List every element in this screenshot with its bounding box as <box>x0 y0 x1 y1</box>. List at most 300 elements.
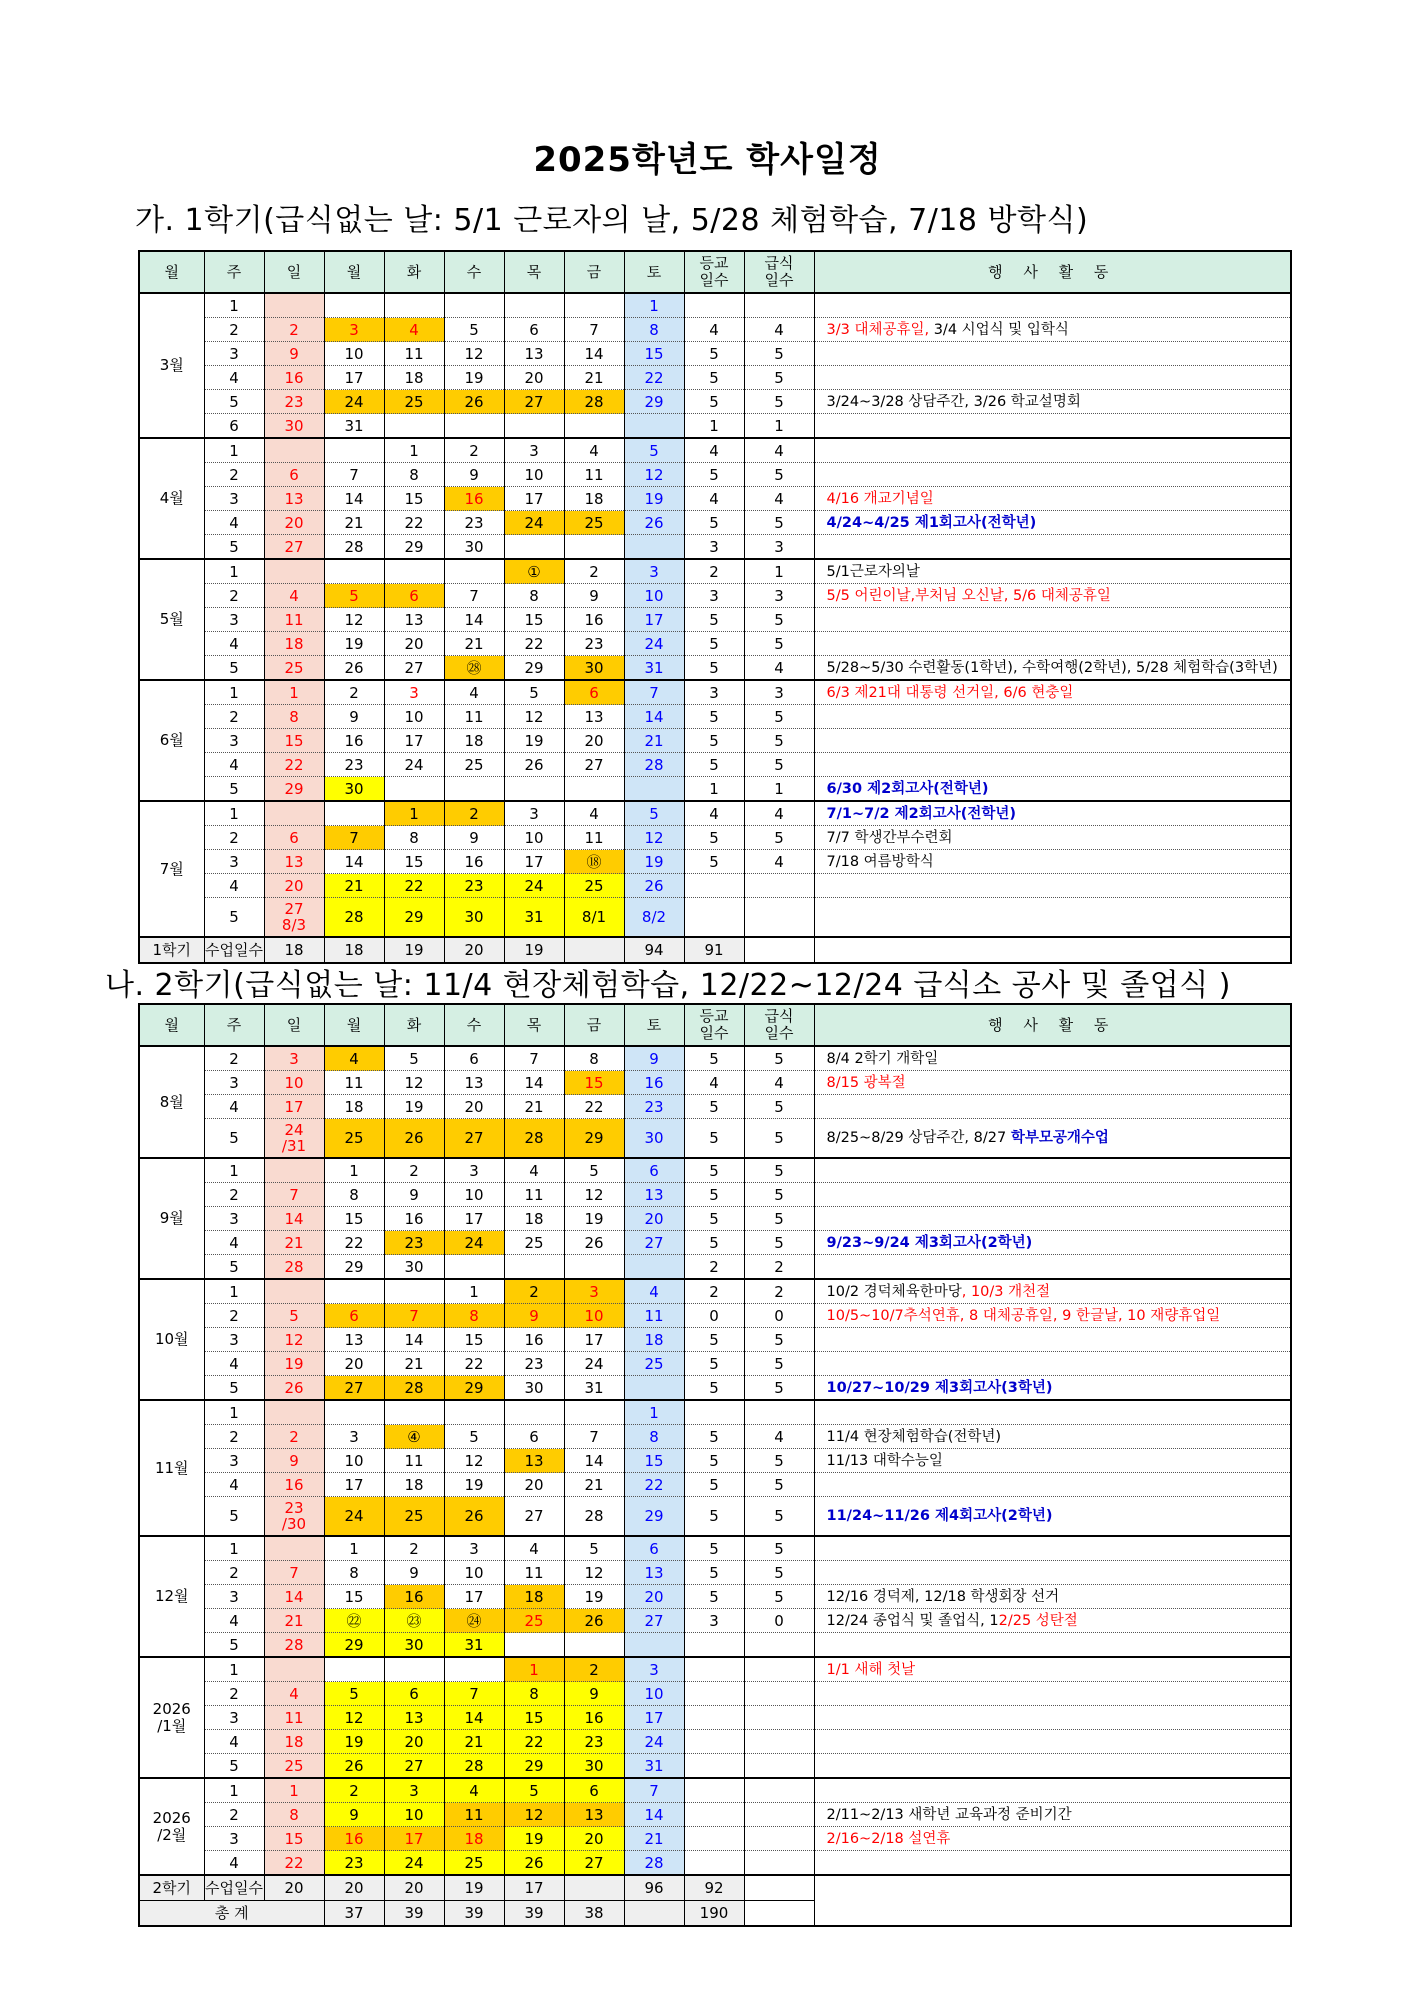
week-number: 2 <box>204 705 264 729</box>
week-row <box>139 342 1291 366</box>
summary-value: 17 <box>504 1875 564 1901</box>
day-cell: 5 <box>324 1682 384 1706</box>
school-days-count <box>684 1851 744 1876</box>
day-cell: 17 <box>624 608 684 632</box>
day-cell: 11 <box>384 1449 444 1473</box>
school-days-count: 5 <box>684 656 744 681</box>
meal-days-count: 5 <box>744 1158 814 1183</box>
day-cell: 8 <box>444 1304 504 1328</box>
day-cell: 3 <box>384 1778 444 1803</box>
event-text <box>814 1561 1291 1585</box>
week-row <box>139 1706 1291 1730</box>
day-cell: ㉘ <box>444 656 504 681</box>
day-cell: 19 <box>624 487 684 511</box>
day-cell: 15 <box>384 487 444 511</box>
summary-value: 20 <box>384 1875 444 1901</box>
day-cell <box>444 293 504 318</box>
week-row <box>139 1304 1291 1328</box>
day-cell: 11 <box>444 705 504 729</box>
day-cell <box>264 1279 324 1304</box>
day-cell: 6 <box>264 826 324 850</box>
day-cell: 7 <box>264 1561 324 1585</box>
day-cell: 29 <box>444 1376 504 1401</box>
day-cell: 7 <box>444 584 504 608</box>
school-days-count: 5 <box>684 826 744 850</box>
meal-days-count <box>744 1827 814 1851</box>
day-cell: 14 <box>264 1585 324 1609</box>
week-number: 3 <box>204 487 264 511</box>
day-cell: 21 <box>324 511 384 535</box>
day-cell: 30 <box>564 1754 624 1779</box>
day-cell <box>564 1400 624 1425</box>
week-row <box>139 1803 1291 1827</box>
day-cell <box>624 777 684 802</box>
day-cell: 31 <box>324 414 384 439</box>
school-days-count <box>684 1706 744 1730</box>
week-row <box>139 390 1291 414</box>
day-header: 월 <box>324 251 384 293</box>
week-row <box>139 463 1291 487</box>
day-cell: 30 <box>624 1119 684 1159</box>
day-cell: 23 <box>384 1231 444 1255</box>
day-cell: 13 <box>624 1561 684 1585</box>
meal-days-count: 1 <box>744 559 814 584</box>
day-cell <box>444 1400 504 1425</box>
day-cell: 18 <box>444 1827 504 1851</box>
day-cell: 22 <box>324 1231 384 1255</box>
day-cell: 15 <box>384 850 444 874</box>
semester-label: 2학기 <box>139 1875 204 1901</box>
day-cell: 17 <box>384 729 444 753</box>
week-row <box>139 874 1291 898</box>
week-number: 4 <box>204 511 264 535</box>
day-cell: 7 <box>624 680 684 705</box>
school-days-count <box>684 898 744 938</box>
day-cell: 21 <box>624 729 684 753</box>
day-cell: 9 <box>384 1183 444 1207</box>
event-text: 11/4 현장체험학습(전학년) <box>814 1425 1291 1449</box>
school-days-count <box>684 1754 744 1779</box>
day-header: 금 <box>564 251 624 293</box>
day-cell: 22 <box>384 511 444 535</box>
day-cell: 27 <box>264 535 324 560</box>
day-cell <box>624 1255 684 1280</box>
event-text <box>814 1633 1291 1658</box>
event-text <box>814 1158 1291 1183</box>
meal-days-count: 5 <box>744 1449 814 1473</box>
day-cell: 31 <box>504 898 564 938</box>
day-cell: 25 <box>564 874 624 898</box>
day-cell: 29 <box>504 656 564 681</box>
day-cell: 5 <box>504 1778 564 1803</box>
day-cell: 24 <box>624 1730 684 1754</box>
school-days-count: 5 <box>684 1497 744 1537</box>
day-cell: 25 <box>384 390 444 414</box>
week-number: 2 <box>204 1046 264 1071</box>
total-value: 39 <box>444 1901 504 1927</box>
day-cell: 2 <box>384 1536 444 1561</box>
day-cell: 17 <box>384 1827 444 1851</box>
day-cell: ④ <box>384 1425 444 1449</box>
day-cell: 20 <box>324 1352 384 1376</box>
day-header: 수 <box>444 1004 504 1046</box>
day-header: 수 <box>444 251 504 293</box>
event-text <box>814 1851 1291 1876</box>
day-cell: 1 <box>264 1778 324 1803</box>
school-days-count: 4 <box>684 318 744 342</box>
day-cell: 24 <box>324 1497 384 1537</box>
day-cell: 7 <box>624 1778 684 1803</box>
total-value <box>624 1901 684 1927</box>
day-cell: 29 <box>324 1633 384 1658</box>
meal-days-count: 5 <box>744 1473 814 1497</box>
day-cell <box>384 414 444 439</box>
day-cell: 27 8/3 <box>264 898 324 938</box>
day-cell: 18 <box>624 1328 684 1352</box>
week-number: 3 <box>204 729 264 753</box>
school-days-count <box>684 1400 744 1425</box>
event-text: 3/3 대체공휴일, 3/4 시업식 및 입학식 <box>814 318 1291 342</box>
day-cell: 16 <box>444 487 504 511</box>
day-cell: 2 <box>324 680 384 705</box>
day-cell: 11 <box>504 1561 564 1585</box>
meal-days-count <box>744 1633 814 1658</box>
school-days-count: 4 <box>684 438 744 463</box>
day-cell: 15 <box>264 729 324 753</box>
week-row <box>139 1585 1291 1609</box>
day-cell: 22 <box>504 1730 564 1754</box>
day-cell: 29 <box>624 1497 684 1537</box>
day-cell: 30 <box>324 777 384 802</box>
day-cell: 10 <box>324 1449 384 1473</box>
meal-days-count: 4 <box>744 1425 814 1449</box>
day-cell: 13 <box>504 342 564 366</box>
day-cell: 20 <box>564 729 624 753</box>
day-cell <box>564 414 624 439</box>
day-cell: 16 <box>444 850 504 874</box>
day-cell: 6 <box>264 463 324 487</box>
day-cell: 7 <box>504 1046 564 1071</box>
day-cell: 29 <box>384 535 444 560</box>
day-cell: 23 <box>564 1730 624 1754</box>
week-number: 2 <box>204 1561 264 1585</box>
meal-days-count: 4 <box>744 801 814 826</box>
week-number: 4 <box>204 1231 264 1255</box>
event-text: 11/13 대학수능일 <box>814 1449 1291 1473</box>
day-cell: 3 <box>324 1425 384 1449</box>
day-cell: 7 <box>444 1682 504 1706</box>
summary-value: 18 <box>264 937 324 963</box>
week-row <box>139 1730 1291 1754</box>
day-header: 화 <box>384 251 444 293</box>
week-number: 4 <box>204 753 264 777</box>
day-cell: 9 <box>264 342 324 366</box>
event-text <box>814 366 1291 390</box>
meal-days-count: 5 <box>744 1183 814 1207</box>
day-cell: 8 <box>504 1682 564 1706</box>
day-cell: 30 <box>444 535 504 560</box>
day-cell: 23 <box>444 511 504 535</box>
school-days-count <box>684 874 744 898</box>
day-cell: 28 <box>324 898 384 938</box>
week-number: 5 <box>204 390 264 414</box>
event-text <box>814 1730 1291 1754</box>
week-row <box>139 656 1291 681</box>
month-label: 3월 <box>139 293 204 438</box>
day-cell: 5 <box>444 1425 504 1449</box>
day-cell: 22 <box>624 366 684 390</box>
day-cell: 23 <box>624 1095 684 1119</box>
school-days-count <box>684 293 744 318</box>
events-header: 행 사 활 동 <box>814 1004 1291 1046</box>
day-cell <box>264 1158 324 1183</box>
day-cell: 23 <box>324 1851 384 1876</box>
day-cell: 5 <box>624 438 684 463</box>
school-days-count: 5 <box>684 850 744 874</box>
day-cell: 6 <box>384 584 444 608</box>
week-number: 5 <box>204 1255 264 1280</box>
day-cell: 4 <box>504 1536 564 1561</box>
event-text: 10/2 경덕체육한마당, 10/3 개천절 <box>814 1279 1291 1304</box>
day-cell: 30 <box>504 1376 564 1401</box>
day-cell: 9 <box>264 1449 324 1473</box>
school-days-count: 5 <box>684 729 744 753</box>
week-row <box>139 753 1291 777</box>
day-cell: ㉒ <box>324 1609 384 1633</box>
meal-days-count: 4 <box>744 850 814 874</box>
day-cell: 25 <box>444 1851 504 1876</box>
total-value: 190 <box>684 1901 744 1927</box>
day-cell: 12 <box>324 1706 384 1730</box>
day-cell: 21 <box>504 1095 564 1119</box>
day-cell: 31 <box>444 1633 504 1658</box>
meal-days-count <box>744 898 814 938</box>
event-text <box>814 1682 1291 1706</box>
summary-label: 수업일수 <box>204 937 264 963</box>
day-cell: 16 <box>264 1473 324 1497</box>
event-text <box>814 293 1291 318</box>
meal-days-count: 5 <box>744 1119 814 1159</box>
week-row <box>139 1255 1291 1280</box>
day-cell: 18 <box>504 1207 564 1231</box>
week-number: 3 <box>204 1827 264 1851</box>
week-number: 5 <box>204 777 264 802</box>
event-text: 7/7 학생간부수련회 <box>814 826 1291 850</box>
day-cell: 26 <box>564 1609 624 1633</box>
day-cell: 15 <box>564 1071 624 1095</box>
week-row <box>139 1657 1291 1682</box>
day-cell: 28 <box>504 1119 564 1159</box>
day-cell: 25 <box>264 1754 324 1779</box>
event-text <box>814 1255 1291 1280</box>
week-number: 3 <box>204 850 264 874</box>
day-cell: 25 <box>384 1497 444 1537</box>
day-cell: 8 <box>384 826 444 850</box>
day-cell <box>384 1400 444 1425</box>
day-cell: 10 <box>384 705 444 729</box>
school-days-count: 5 <box>684 753 744 777</box>
day-cell: 13 <box>384 608 444 632</box>
week-number: 3 <box>204 1585 264 1609</box>
day-cell <box>264 801 324 826</box>
day-cell: 18 <box>264 632 324 656</box>
day-header: 토 <box>624 251 684 293</box>
meal-days-count: 2 <box>744 1279 814 1304</box>
total-label: 총 계 <box>139 1901 324 1927</box>
day-cell <box>444 1255 504 1280</box>
meal-days-count: 5 <box>744 342 814 366</box>
day-cell: 26 <box>504 753 564 777</box>
event-text <box>814 608 1291 632</box>
school-days-count: 5 <box>684 390 744 414</box>
school-days-count: 5 <box>684 1561 744 1585</box>
day-cell: 8 <box>624 1425 684 1449</box>
day-cell <box>444 414 504 439</box>
day-cell: 5 <box>264 1304 324 1328</box>
day-cell <box>624 414 684 439</box>
event-text <box>814 463 1291 487</box>
day-cell: 12 <box>384 1071 444 1095</box>
day-cell: 26 <box>264 1376 324 1401</box>
day-cell: 4 <box>264 1682 324 1706</box>
week-row <box>139 293 1291 318</box>
summary-value: 20 <box>264 1875 324 1901</box>
day-cell: 30 <box>444 898 504 938</box>
day-cell: 19 <box>324 1730 384 1754</box>
day-cell: 9 <box>564 1682 624 1706</box>
meal-days-count: 5 <box>744 753 814 777</box>
week-row <box>139 729 1291 753</box>
week-number: 2 <box>204 1803 264 1827</box>
day-cell: 27 <box>624 1231 684 1255</box>
day-cell: 7 <box>324 463 384 487</box>
day-cell: 2 <box>324 1778 384 1803</box>
day-cell: 8/1 <box>564 898 624 938</box>
day-cell: 18 <box>384 366 444 390</box>
day-cell: 5 <box>564 1536 624 1561</box>
school-days-count: 5 <box>684 1158 744 1183</box>
day-cell: ⑱ <box>564 850 624 874</box>
semester2-heading: 나. 2학기(급식없는 날: 11/4 현장체험학습, 12/22~12/24 급식소 공사 및 졸업식 ) <box>105 968 1231 1003</box>
day-cell: 14 <box>384 1328 444 1352</box>
day-cell: 3 <box>444 1158 504 1183</box>
day-cell: 12 <box>444 1449 504 1473</box>
meal-days-count: 5 <box>744 1585 814 1609</box>
week-row <box>139 1827 1291 1851</box>
school-days-count: 5 <box>684 705 744 729</box>
semester2-table <box>138 1003 1292 1927</box>
day-cell: 4 <box>444 680 504 705</box>
day-cell: 7 <box>324 826 384 850</box>
day-cell: 2 <box>564 1657 624 1682</box>
day-cell: 12 <box>624 463 684 487</box>
day-cell: 8 <box>624 318 684 342</box>
week-row <box>139 559 1291 584</box>
day-cell: 7 <box>564 318 624 342</box>
month-label: 2026 /1월 <box>139 1657 204 1778</box>
week-number: 4 <box>204 366 264 390</box>
day-header: 일 <box>264 251 324 293</box>
day-cell: 9 <box>624 1046 684 1071</box>
day-cell: 8 <box>384 463 444 487</box>
day-cell: 14 <box>264 1207 324 1231</box>
summary-value: 18 <box>324 937 384 963</box>
day-cell: 19 <box>324 632 384 656</box>
week-number: 3 <box>204 608 264 632</box>
week-number: 5 <box>204 1497 264 1537</box>
day-cell: 26 <box>504 1851 564 1876</box>
week-number: 1 <box>204 1400 264 1425</box>
day-cell: 9 <box>324 705 384 729</box>
week-row <box>139 1046 1291 1071</box>
event-text: 12/24 종업식 및 졸업식, 12/25 성탄절 <box>814 1609 1291 1633</box>
day-cell: 10 <box>444 1561 504 1585</box>
page-title: 2025학년도 학사일정 <box>533 140 882 180</box>
school-days-count: 4 <box>684 487 744 511</box>
day-cell: 15 <box>324 1207 384 1231</box>
school-days-count: 5 <box>684 1449 744 1473</box>
day-cell: 2 <box>564 559 624 584</box>
day-cell: 23 <box>564 632 624 656</box>
day-cell: 26 <box>564 1231 624 1255</box>
meal-days-count <box>744 1778 814 1803</box>
day-cell <box>324 1657 384 1682</box>
day-cell: 14 <box>324 487 384 511</box>
day-cell: 20 <box>504 366 564 390</box>
school-days-count: 5 <box>684 1328 744 1352</box>
day-cell: 13 <box>504 1449 564 1473</box>
day-cell <box>444 1657 504 1682</box>
day-cell: 11 <box>324 1071 384 1095</box>
day-cell <box>444 777 504 802</box>
day-cell <box>504 535 564 560</box>
school-days-count: 5 <box>684 1095 744 1119</box>
day-cell: 25 <box>504 1231 564 1255</box>
event-text: 5/1근로자의날 <box>814 559 1291 584</box>
day-header: 금 <box>564 1004 624 1046</box>
day-cell: 13 <box>264 487 324 511</box>
day-cell: 1 <box>324 1536 384 1561</box>
day-cell <box>504 414 564 439</box>
day-cell: 24 <box>444 1231 504 1255</box>
day-cell: 15 <box>444 1328 504 1352</box>
meal-days-count: 0 <box>744 1304 814 1328</box>
meal-days-count <box>744 1754 814 1779</box>
month-label: 5월 <box>139 559 204 680</box>
school-days-count: 1 <box>684 777 744 802</box>
day-cell: 27 <box>384 1754 444 1779</box>
week-number: 2 <box>204 1682 264 1706</box>
day-cell: 12 <box>324 608 384 632</box>
week-number: 5 <box>204 1119 264 1159</box>
event-text: 8/4 2학기 개학일 <box>814 1046 1291 1071</box>
school-days-count: 4 <box>684 1071 744 1095</box>
day-cell: 9 <box>384 1561 444 1585</box>
week-number: 2 <box>204 1425 264 1449</box>
day-cell: 2 <box>264 318 324 342</box>
meal-days-count: 5 <box>744 826 814 850</box>
meal-days-count: 5 <box>744 1095 814 1119</box>
semester1-table <box>138 250 1292 964</box>
day-cell: 12 <box>624 826 684 850</box>
school-days-count: 4 <box>684 801 744 826</box>
school-days-count: 5 <box>684 632 744 656</box>
day-cell: 1 <box>624 1400 684 1425</box>
week-row <box>139 1754 1291 1779</box>
day-cell: 4 <box>564 438 624 463</box>
week-row <box>139 801 1291 826</box>
total-value: 39 <box>504 1901 564 1927</box>
